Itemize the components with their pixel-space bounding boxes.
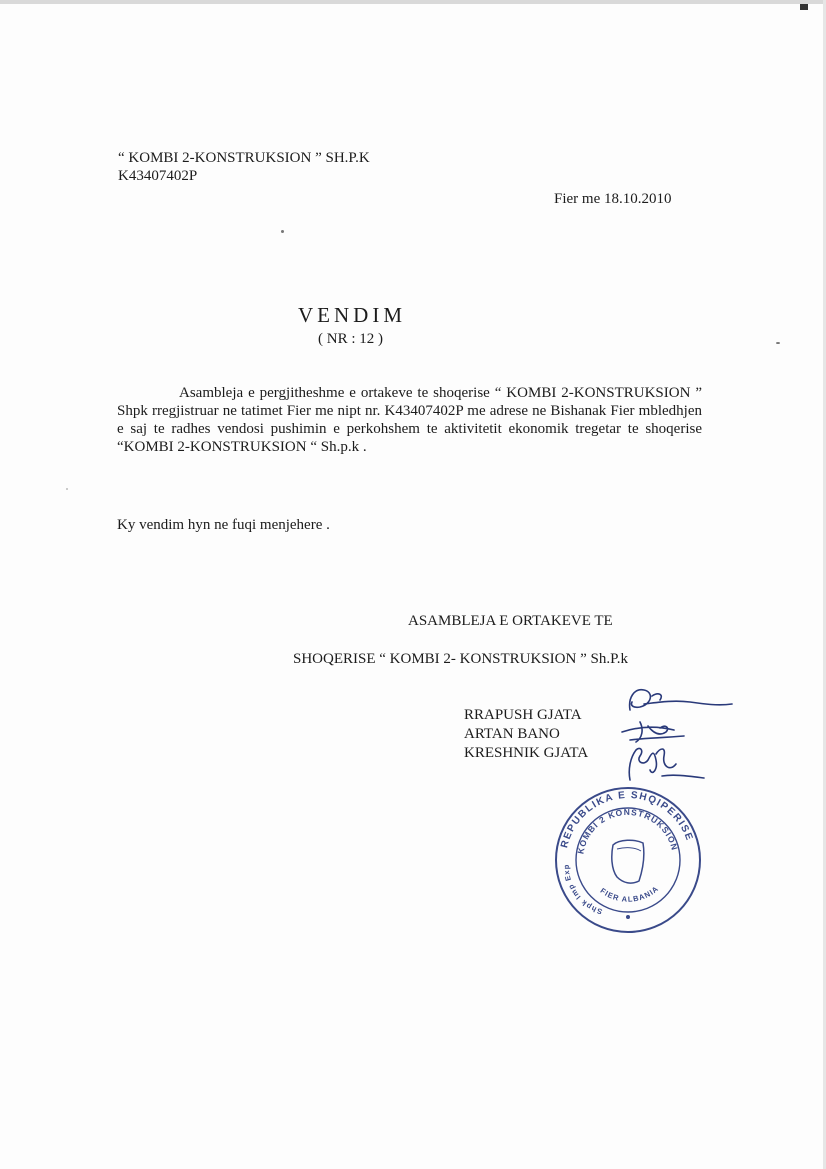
scan-corner-mark: [800, 4, 808, 10]
stamp-emblem-detail: [617, 848, 641, 851]
stamp-dot: [626, 915, 630, 919]
handwritten-signatures: [600, 680, 740, 790]
scan-speck: [66, 488, 68, 490]
svg-text:Shpk Imp Exp: [562, 864, 604, 917]
signatory-name: ARTAN BANO: [464, 726, 560, 742]
signature-heading-line2: SHOQERISE “ KOMBI 2- KONSTRUKSION ” Sh.P.k: [293, 651, 629, 667]
company-name: “ KOMBI 2-KONSTRUKSION ” SH.P.K: [118, 150, 370, 166]
company-stamp: [553, 785, 703, 935]
document-title: VENDIM: [298, 303, 406, 327]
stamp-inner-bottom-text: FIER ALBANIA: [598, 883, 661, 904]
decision-body: Asambleja e pergjitheshme e ortakeve te shoqerise “ KOMBI 2-KONSTRUKSION ” Shpk rregjistruar ne tatimet Fier me nipt nr. K43407402P me adrese ne Bishanak Fier mbledhjen e saj te radhes vendosi pushimin e perkohshem te aktivitetit ekonomik tregetar te shoqerise “KOMBI 2-KONSTRUKSION “ Sh.p.k .: [117, 385, 702, 455]
decision-effect: Ky vendim hyn ne fuqi menjehere .: [117, 517, 330, 533]
company-nipt: K43407402P: [118, 168, 198, 184]
document-date: Fier me 18.10.2010: [554, 191, 672, 207]
stamp-map-emblem: [612, 840, 644, 883]
scan-speck: [776, 342, 780, 344]
svg-text:FIER ALBANIA: [599, 884, 661, 904]
signatory-name: RRAPUSH GJATA: [464, 707, 582, 723]
scan-speck: [281, 230, 284, 233]
signature-3: [629, 748, 704, 780]
signature-2: [622, 722, 684, 742]
stamp-outer-text: REPUBLIKA E SHQIPERISE: [559, 789, 695, 850]
stamp-inner-left-text: Shpk Imp Exp: [561, 863, 604, 917]
decision-number: ( NR : 12 ): [318, 331, 383, 347]
stamp-inner-top-text: KOMBI 2 KONSTRUKSION: [575, 806, 681, 855]
scan-edge-top: [0, 0, 826, 4]
signatory-name: KRESHNIK GJATA: [464, 745, 589, 761]
signature-1: [630, 690, 732, 710]
signature-heading-line1: ASAMBLEJA E ORTAKEVE TE: [408, 613, 613, 629]
